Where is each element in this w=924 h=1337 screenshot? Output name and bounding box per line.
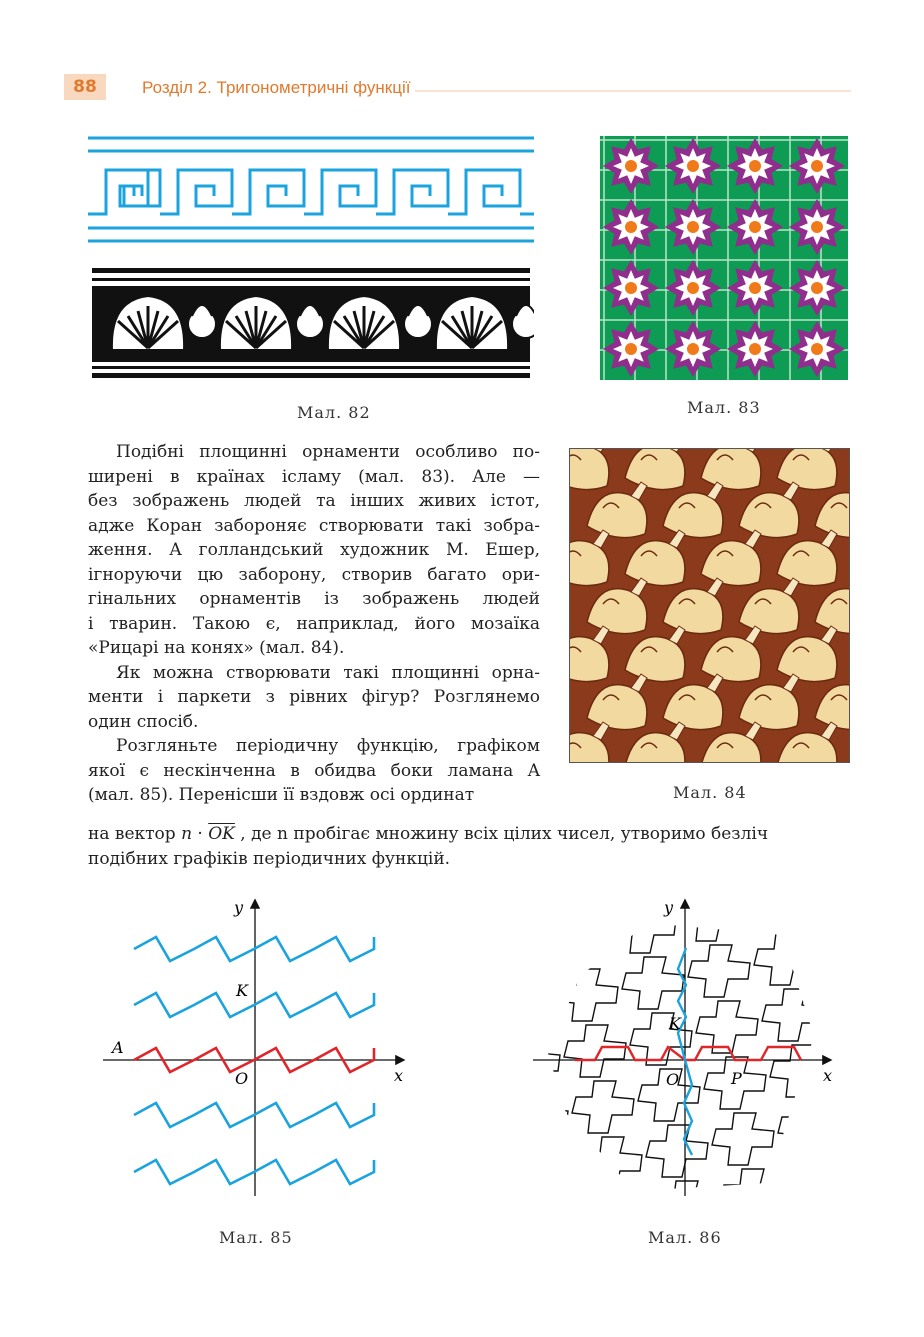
label-y: y [234,898,244,917]
label-K: K [669,1014,681,1033]
label-O: O [235,1069,249,1088]
para2-line: менти і паркети з рівних фігур? Розглянемо [88,687,540,707]
para1-line: Подібні площинні орнаменти особливо по- [116,442,540,462]
page-number: 88 [64,74,106,100]
fig84-escher-mosaic [569,448,850,763]
label-K: K [236,981,248,1000]
para1-line: ширені в країнах ісламу (мал. 83). Але — [88,466,540,487]
para3-line: якої є нескінченна в обидва боки ламана A [88,760,540,781]
fig85-graph [98,893,410,1198]
header-rule [415,90,851,92]
full-line-2: подібних графіків періодичних функцій. [88,848,451,869]
fig86-caption: Мал. 86 [648,1228,722,1247]
label-P: P [731,1069,742,1088]
para1-line: ження. А голландський художник М. Ешер, [88,540,540,560]
label-x: x [823,1066,833,1085]
fig85-caption: Мал. 85 [219,1228,293,1247]
fig84-caption: Мал. 84 [673,783,747,802]
fig83-islamic-pattern [600,136,848,380]
red-polyline [575,1047,801,1060]
vector-dot: · [197,824,203,844]
label-x: x [394,1066,404,1085]
fig82-caption: Мал. 82 [297,403,371,422]
para2-line: один спосіб. [88,711,199,732]
fig82-ornaments [88,130,534,386]
vector-ok: $\overline{OK}$ [208,824,235,844]
text-vector-pre: на вектор [88,824,182,844]
text-vector-post: , де n пробігає множину всіх цілих чисел, утворимо безліч [240,824,769,844]
para1-line: і тварин. Такою є, наприклад, його мозаїка [88,613,540,634]
label-O: O [666,1070,680,1089]
para2-line: Як можна створювати такі площинні орна- [116,662,540,683]
para1-line: гінальних орнаментів із зображень людей [88,589,540,609]
body-text-column [88,440,540,808]
para1-line: ігноруючи цю заборону, створив багато ори- [88,564,540,585]
paragraph-3 [88,734,540,808]
paragraph-2 [88,661,540,735]
para3-line: (мал. 85). Перенісши її вздовж осі ординат [88,785,475,805]
para1-line: «Рицарі на конях» (мал. 84). [88,638,345,658]
label-y: y [664,898,674,917]
para3-line: Розгляньте періодичну функцію, графіком [116,736,540,756]
label-A: A [112,1038,124,1057]
palmette-band [92,268,534,378]
section-header: Розділ 2. Тригонометричні функції [142,78,411,97]
vector-n: n [181,824,193,844]
body-text-full [88,822,850,871]
para1-line: без зображень людей та інших живих істот, [88,491,540,511]
fig83-caption: Мал. 83 [687,398,761,417]
full-line-1 [88,822,850,847]
fig86-parquet [528,893,838,1198]
paragraph-1 [88,440,540,661]
para1-line: адже Коран забороняє створювати такі зобра- [88,515,540,536]
